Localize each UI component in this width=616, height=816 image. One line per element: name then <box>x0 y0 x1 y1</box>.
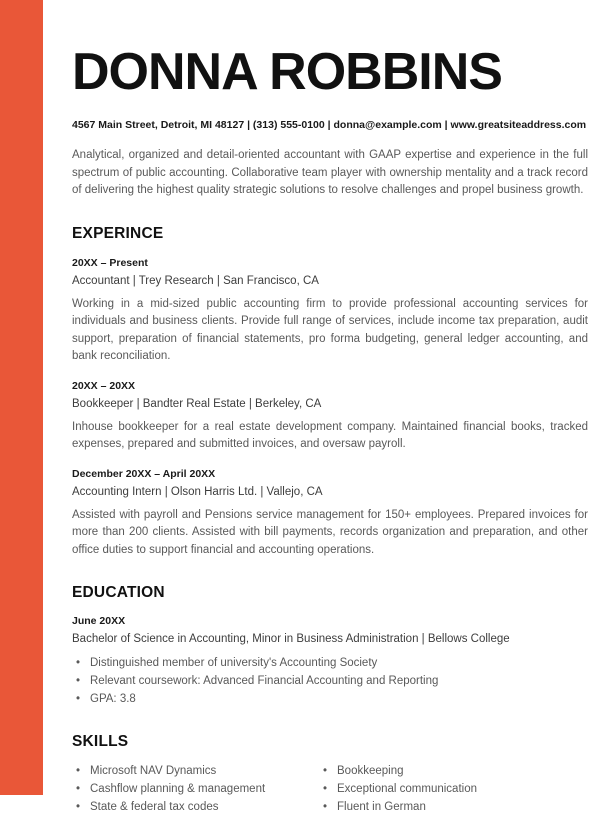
education-entry <box>72 614 588 708</box>
job-dates: 20XX – Present <box>72 256 148 269</box>
skills-heading: SKILLS <box>72 733 129 750</box>
job-title: Accounting Intern | Olson Harris Ltd. | Vallejo, CA <box>72 485 323 498</box>
accent-stripe <box>0 0 43 795</box>
skill-item: • Bookkeeping <box>319 762 588 780</box>
skill-item: • State & federal tax codes <box>72 798 319 816</box>
experience-heading: EXPERINCE <box>72 224 164 242</box>
skills-column-2 <box>319 762 588 816</box>
education-bullet: • GPA: 3.8 <box>72 690 588 708</box>
education-bullet: • Relevant coursework: Advanced Financial Accounting and Reporting <box>72 672 588 690</box>
skill-item: • Microsoft NAV Dynamics <box>72 762 319 780</box>
skills-column-1 <box>72 762 319 816</box>
contact-line: 4567 Main Street, Detroit, MI 48127 | (313) 555-0100 | donna@example.com | www.greatsiteaddress.com <box>72 119 587 131</box>
education-bullet-list <box>72 654 588 708</box>
education-dates: June 20XX <box>72 615 126 627</box>
person-name: DONNA ROBBINS <box>72 43 502 101</box>
job-title: Accountant | Trey Research | San Francisco, CA <box>72 274 319 287</box>
skill-item: • Fluent in German <box>319 798 588 816</box>
education-heading: EDUCATION <box>72 584 165 601</box>
job-entry <box>72 379 588 454</box>
job-entry <box>72 467 588 560</box>
job-description: Inhouse bookkeeper for a real estate development company. Maintained financial books, tracked expenses, prepared and submitted invoices, and oversaw payroll. <box>72 420 588 450</box>
resume-content <box>72 0 588 816</box>
job-dates: December 20XX – April 20XX <box>72 467 216 480</box>
summary-paragraph: Analytical, organized and detail-oriented accountant with GAAP expertise and experience in the full spectrum of public accounting. Collaborative team player with ownership mentality and a track record of delivering the highest quality strategic solutions to resolve challenges and propel business growth. <box>72 149 588 196</box>
job-title: Bookkeeper | Bandter Real Estate | Berkeley, CA <box>72 397 322 410</box>
skills-grid <box>72 762 588 816</box>
job-dates: 20XX – 20XX <box>72 379 136 392</box>
education-degree: Bachelor of Science in Accounting, Minor in Business Administration | Bellows College <box>72 633 510 645</box>
job-description: Assisted with payroll and Pensions service management for 150+ employees. Prepared invoices for more than 200 clients. Assisted with bill payments, records organization and preparation, and other office duties to support financial and accounting operations. <box>72 508 588 556</box>
education-bullet: • Distinguished member of university's Accounting Society <box>72 654 588 672</box>
job-description: Working in a mid-sized public accounting firm to provide professional accounting services for individuals and business clients. Provide full range of services, include income tax preparation, audit support, preparation of financial statements, pro forma budgeting, general ledger accounting, and bank reconciliation. <box>72 297 588 362</box>
skill-item: • Cashflow planning & management <box>72 780 319 798</box>
job-entry <box>72 256 588 366</box>
skill-item: • Exceptional communication <box>319 780 588 798</box>
